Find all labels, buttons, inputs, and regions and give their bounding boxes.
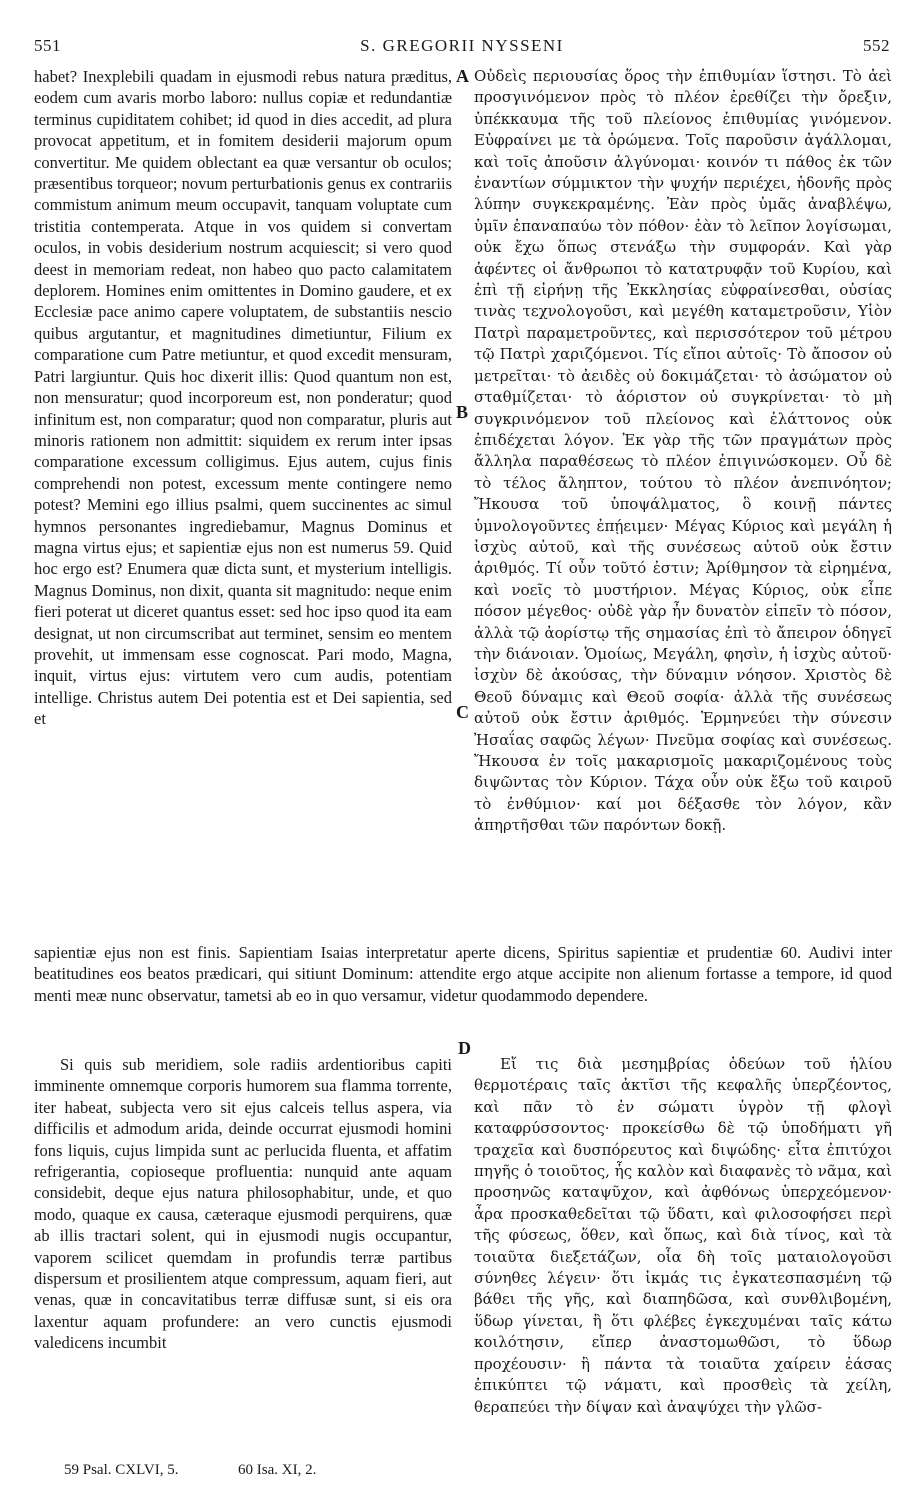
running-title: S. GREGORII NYSSENI: [360, 36, 564, 55]
greek-bottom-text: Εἴ τις διὰ μεσημβρίας ὁδεύων τοῦ ἡλίου θερμοτέραις ταῖς ἀκτῖσι τῆς κεφαλῆς ὑπερζέοντος, καὶ πᾶν τὸ ἐν σώματι ὑγρὸν τῇ φλογὶ καταφρύσσοντος· προκείσθω δὲ τῷ ὑποδήματι γῆ τραχεῖα καὶ δυσπόρευτος καὶ διψώδης· εἶτα ἐπιτύχοι πηγῆς ὁ τοιοῦτος, ἧς καλὸν καὶ διαφανὲς τὸ νᾶμα, καὶ προσηνῶς καταψῦχον, καὶ ἀφθόνως ὑπερχεόμενον· ἆρα προσκαθεδεῖται τῷ ὕδατι, καὶ φιλοσοφήσει περὶ τῆς φύσεως, ὅθεν, καὶ ὅπως, καὶ διὰ τίνος, καὶ τὰ τοιαῦτα διεξετάζων, οἷα δὴ τοῖς ματαιολογοῦσι σύνηθες λέγειν· ὅτι ἰκμάς τις ἐγκατεσπασμένη τῷ βάθει τῆς γῆς, καὶ διαπηδῶσα, καὶ συνθλιβομένη, ὕδωρ γίνεται, ἢ ὅτι φλέβες ἐγκεχυμέναι ταῖς κάτω κοιλότησιν, εἴπερ ἀναστομωθῶσι, τὸ ὕδωρ προχέουσιν· ἢ πάντα τὰ τοιαῦτα χαίρειν ἐάσας ἐπικύπτει τῷ νάματι, καὶ προσθεὶς τὰ χείλη, θεραπεύει τὴν δίψαν καὶ ἀναψύχει τὴν γλῶσ-: [474, 1055, 892, 1416]
latin-column-top: [34, 66, 452, 730]
footnote-59: 59 Psal. CXLVI, 5.: [64, 1462, 179, 1478]
latin-spanning-paragraph: [34, 942, 892, 1006]
latin-column-bottom: [34, 1054, 452, 1354]
latin-span-text: sapientiæ ejus non est finis. Sapientiam Isaias interpretatur aperte dicens, Spiritus sapientiæ et prudentiæ 60. Audivi inter beatitudines eos beatos prædicari, qui sitiunt Dominum: attendite ergo atque accipite non alienum fortasse a tempore, id quod menti meæ nunc observatur, tametsi ab eo in quo versamur, videtur quodammodo dependere.: [34, 943, 892, 1005]
section-marker-c: C: [456, 702, 469, 722]
latin-top-text: habet? Inexplebili quadam in ejusmodi rebus natura præditus, eodem cum avaris morbo laboro: nullus copiæ et redundantiæ terminus cupiditatem cohibet; id quod in dies accedit, ad plura provocat appetitum, et in fomitem desiderii majorum opum convertitur. Me quidem oblectant ea quæ versantur ob oculos; præsentibus torqueor; novum perturbationis genus ex contrariis commistum animum meum occupavit, tanquam voluptate cum tristitia contemperata. Atque in vos quidem si convertam oculos, in vobis desiderium nostrum acquiescit; si vero quod deest in memoriam redeat, non habeo quo pacto calamitatem deplorem. Homines enim omittentes in Domino gaudere, et ex Ecclesiæ pace animo capere voluptatem, de substantiis nescio quibus argutantur, et magnitudines dimetiuntur, Filium ex comparatione cum Patre metiuntur, et quod excedit mensuram, Patri largiuntur. Quis hoc dixerit illis: Quod quantum non est, non mensuratur; quod incorporeum est, non ponderatur; quod infinitum est, non comparatur; quod non comparatur, pluris aut minoris rationem non admittit: siquidem ex rerum inter ipsas comparatione excessum colligimus. Ejus autem, cujus finis comprehendi non potest, excessum mente contingere nemo potest? Memini ego illius psalmi, quem succinentes ac simul hymnos personantes ingrediebamur, Magnus Dominus et magna virtus ejus; et sapientiæ ejus non est numerus 59. Quid hoc ergo est? Enumera quæ dicta sunt, et mysterium intelligis. Magnus Dominus, non dixit, quanta sit magnitudo: neque enim fieri poterat ut diceret quantus esset: sed hoc ipso quod ita eam designat, ut non circumscribat aut terminet, sensim eo mentem provehit, ut immensam esse cognoscat. Pari modo, Magna, inquit, virtus ejus: virtutem vero cum audis, potentiam intellige. Christus autem Dei potentia est et Dei sapientia, sed et: [34, 67, 452, 729]
greek-column-top: [474, 66, 892, 837]
greek-top-text: Οὐδεὶς περιουσίας ὅρος τὴν ἐπιθυμίαν ἵστησι. Τὸ ἀεὶ προσγινόμενον πρὸς τὸ πλέον ἐρεθίζει τὴν ὄρεξιν, ὑπέκκαυμα τῆς τοῦ πλείονος ἐπιθυμίας γινόμενον. Εὐφραίνει με τὰ ὁρώμενα. Τοῖς παροῦσιν ἀγάλλομαι, καὶ τοῖς ἀποῦσιν ἀλγύνομαι· κοινόν τι πάθος ἐκ τῶν ἐναντίων σύμμικτον τὴν ψυχήν περιέχει, ἡδονῆς πρὸς λύπην συγκεκραμένης. Ἐὰν πρὸς ὑμᾶς ἀναβλέψω, ὑμῖν ἐπαναπαύω τὸν πόθον· ἐὰν τὸ λεῖπον λογίσωμαι, οὐκ ἔχω ὅπως στενάξω τὴν συμφοράν. Καὶ γὰρ ἀφέντες οἱ ἄνθρωποι τὸ κατατρυφᾷν τοῦ Κυρίου, καὶ ἐπὶ τῇ εἰρήνῃ τῆς Ἐκκλησίας εὐφραίνεσθαι, οὐσίας τινὰς τεχνολογοῦσι, καὶ μεγέθη καταμετροῦσιν, Υἱὸν Πατρὶ παραμετροῦντες, καὶ περισσότερον τοῦ μέτρου τῷ Πατρὶ χαριζόμενοι. Τίς εἴποι αὐτοῖς· Τὸ ἄποσον οὐ μετρεῖται· τὸ ἀειδὲς οὐ δοκιμάζεται· τὸ ἀσώματον οὐ σταθμίζεται· τὸ ἀόριστον οὐ συγκρίνεται· τὸ μὴ συγκρινόμενον τοῦ πλείονος καὶ ἐλάττονος οὐκ ἐπιδέχεται λόγον. Ἐκ γὰρ τῆς τῶν πραγμάτων πρὸς ἄλληλα παραθέσεως τὸ πλέον ἐπιγινώσκομεν. Οὗ δὲ τὸ τέλος ἄληπτον, τούτου τὸ πλέον ἀνεπινόητον; Ἤκουσα τοῦ ὑποψάλματος, ὃ κοινῇ πάντες ὑμνολογοῦντες ἐπῄειμεν· Μέγας Κύριος καὶ μεγάλη ἡ ἰσχὺς αὐτοῦ, καὶ τῆς συνέσεως αὐτοῦ οὐκ ἔστιν ἀριθμός. Τί οὖν τοῦτό ἐστιν; Ἀρίθμησον τὰ εἰρημένα, καὶ νοεῖς τὸ μυστήριον. Μέγας Κύριος, οὐκ εἶπε πόσον μέγεθος· οὐδὲ γὰρ ἦν δυνατὸν εἰπεῖν τὸ πόσον, ἀλλὰ τῷ ἀορίστῳ τῆς σημασίας ἐπὶ τὸ ἄπειρον ὁδηγεῖ τὴν διάνοιαν. Ὁμοίως, Μεγάλη, φησὶν, ἡ ἰσχὺς αὐτοῦ· ἰσχὺν δὲ ἀκούσας, τὴν δύναμιν νόησον. Χριστὸς δὲ Θεοῦ δύναμις καὶ Θεοῦ σοφία· ἀλλὰ τῆς συνέσεως αὐτοῦ οὐκ ἔστιν ἀριθμός. Ἑρμηνεύει τὴν σύνεσιν Ἠσαΐας σαφῶς λέγων· Πνεῦμα σοφίας καὶ συνέσεως. Ἤκουσα ἐν τοῖς μακαρισμοῖς μακαριζομένους τοὺς διψῶντας τὸν Κύριον. Τάχα οὖν οὐκ ἔξω τοῦ καιροῦ τὸ ἐνθύμιον· καί μοι δέξασθε τὸν λόγον, κἂν ἀπηρτῆσθαι τῶν παρόντων δοκῇ.: [474, 67, 892, 835]
right-page-number: 552: [863, 36, 890, 55]
section-marker-a: A: [456, 66, 469, 86]
footnote-60: 60 Isa. XI, 2.: [238, 1462, 317, 1478]
section-marker-b: B: [456, 402, 469, 422]
left-page-number: 551: [34, 36, 61, 55]
section-marker-d: D: [458, 1038, 471, 1058]
latin-bottom-text: Si quis sub meridiem, sole radiis ardentioribus capiti imminente omnemque corporis humorem sua flamma torrente, iter habeat, subjecta vero sit ejus calceis tellus aspera, via difficilis et admodum arida, deinde occurrat ejusmodi homini fons liquis, cujus limpida sunt ac perlucida fluenta, et affatim refrigerantia, copioseque profluentia: nunquid ante aquam considebit, deque ejus natura philosophabitur, unde, et quo modo, quaque ex causa, cæteraque ejusmodi perquirens, quæ ab illis tractari solent, qui in ejusmodi nugis occupantur, vaporem scilicet quemdam in profundis terræ partibus dispersum et prosilientem atque compressum, aquam fieri, aut venas, quæ in concavitatibus terræ diffusæ sunt, si eis ora laxentur aquam profundere: an vero cunctis ejusmodi valedicens incumbit: [34, 1055, 452, 1353]
greek-column-bottom: [474, 1054, 892, 1418]
